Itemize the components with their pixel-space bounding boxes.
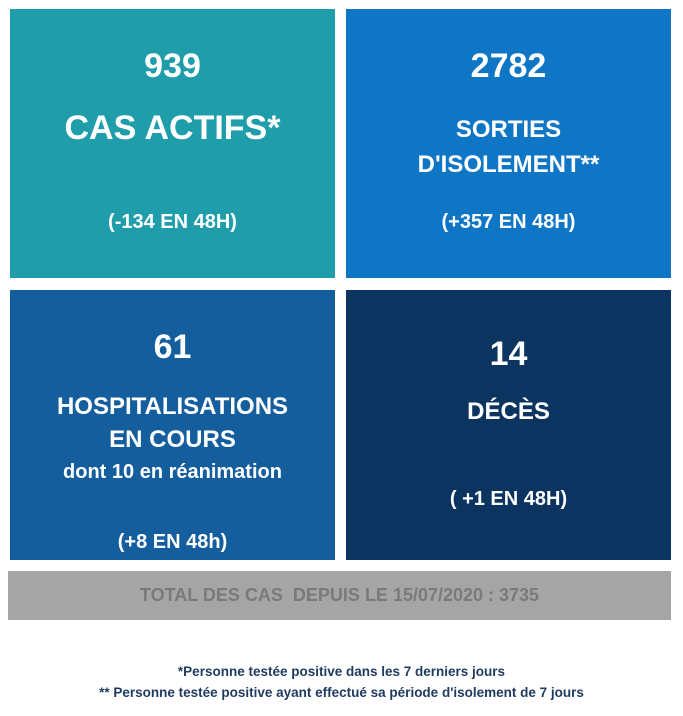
deaths-count: 14 — [489, 335, 528, 373]
total-cases-text: TOTAL DES CAS DEPUIS LE 15/07/2020 : 3735 — [139, 585, 540, 605]
hospitalisations-icu: dont 10 en réanimation — [63, 461, 282, 483]
released-isolation-label-line2: D'ISOLEMENT** — [417, 151, 600, 178]
deaths-tile — [346, 290, 671, 560]
hospitalisations-tile — [10, 290, 335, 560]
footnote-released-isolation: ** Personne testée positive ayant effectué sa période d'isolement de 7 jours — [99, 685, 584, 700]
footnote-active-cases: *Personne testée positive dans les 7 derniers jours — [177, 664, 506, 679]
active-cases-count: 939 — [144, 47, 201, 85]
released-isolation-label-line1: SORTIES — [455, 116, 562, 143]
active-cases-label: CAS ACTIFS* — [64, 109, 281, 147]
deaths-change: ( +1 EN 48H) — [449, 488, 568, 510]
hospitalisations-change: (+8 EN 48h) — [117, 531, 228, 553]
hospitalisations-label-line1: HOSPITALISATIONS — [56, 393, 289, 420]
released-isolation-tile — [346, 9, 671, 278]
total-cases-bar — [8, 571, 671, 620]
active-cases-change: (-134 EN 48H) — [108, 211, 237, 233]
released-isolation-change: (+357 EN 48H) — [441, 211, 576, 233]
active-cases-tile — [10, 9, 335, 278]
hospitalisations-count: 61 — [153, 328, 192, 366]
hospitalisations-label-line2: EN COURS — [109, 426, 236, 453]
deaths-label: DÉCÈS — [467, 398, 550, 425]
released-isolation-count: 2782 — [470, 47, 547, 85]
